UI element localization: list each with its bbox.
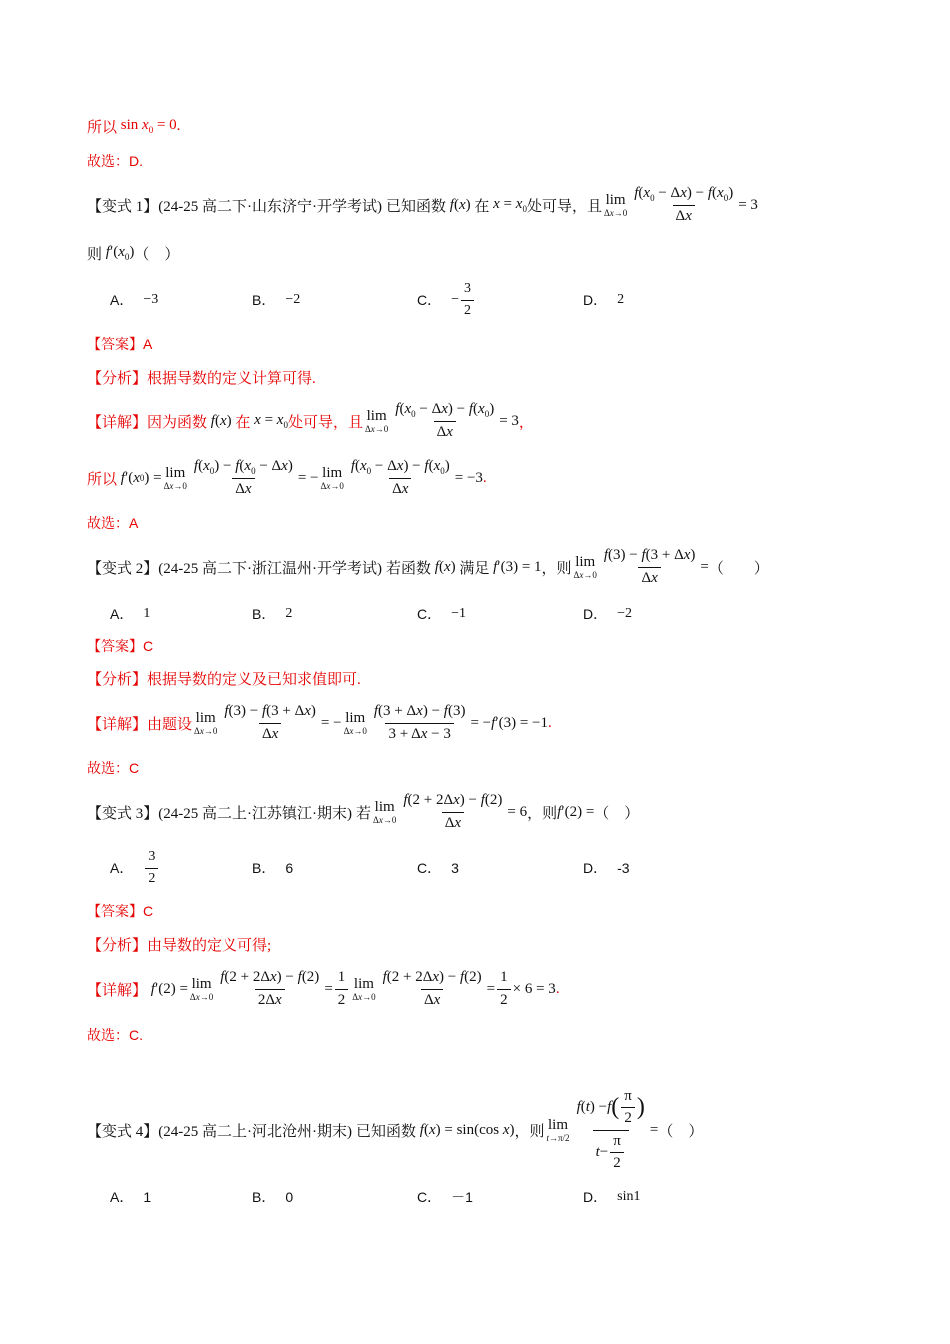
formula-v3-limit: lim Δx→0 $\frac{f(2 + 2\Delta x) - f(2)}{\Delta x}$ = 6 [373,792,528,831]
v1-detail-d: ， [518,414,534,431]
v2-text-e: （ ） [708,560,769,577]
analysis-text: 根据导数的定义及已知求值即可. [147,671,361,688]
v3-source: (24-25 高二上·江苏镇江·期末) [158,805,352,822]
v1-text-a: 已知函数 [386,198,447,215]
conclusion-suffix: . [176,117,181,134]
v1-options [110,280,710,320]
v2-options [110,594,710,634]
option-label: C． [417,1189,442,1205]
formula-fprime-x0: $f'(x_0)$ [105,244,135,262]
option-value: 2 [285,606,293,621]
formula-x-eq-x0: $x = x_0$ [493,196,527,214]
v2-final: 故选：C [87,760,140,776]
v1-option-b[interactable] [252,280,300,320]
conclusion-prefix: 所以 [87,119,118,136]
formula-v1-derivation: f ′( x 0 ) = lim Δx→0 $\frac{f(x_0) - f(x_0 - \Delta x)}{\Delta x}$ = − lim Δx→0 $\frac{f(x_0 - \Delta x) - f(x_0)}{\Delta x}$ = −3 [120,457,483,498]
formula-v3-derivation: f ′(2) = lim Δx→0 $\frac{f(2 + 2\Delta x) - f(2)}{2\Delta x}$ = $\frac{1}{2}$ lim Δx→0 $\frac{f(2 + 2\Delta x) - f(2)}{\Delta x}$ = $\frac{1}{2}$ × 6 = 3 [150,969,556,1008]
v3-option-c[interactable] [417,848,459,888]
v4-source: (24-25 高二上·河北沧州·期末) [158,1123,352,1140]
v4-text-c: ，则 [514,1123,545,1140]
formula-v2-derivation: lim Δx→0 $\frac{f(3) - f(3 + \Delta x)}{\Delta x}$ = − lim Δx→0 $\frac{f(3 + \Delta x) - f(3)}{3 + \Delta x - 3}$ = − f ′(3) = −1 [194,703,549,742]
v1-text-b: 在 [474,198,490,215]
option-label: A． [110,1189,134,1205]
v2-detail-a: 由题设 [147,716,193,733]
option-label: A． [110,292,134,308]
v1-detail2-prefix: 所以 [87,471,118,488]
v3-tag: 【变式 3】 [87,805,159,822]
detail-tag: 【详解】 [87,716,148,733]
formula-fprime3-eq-1: f′(3) = 1 [493,558,542,575]
option-value: sin1 [617,1189,641,1204]
v4-option-a[interactable] [110,1177,151,1217]
v3-text-c: ，则 [527,805,558,822]
v3-answer: 【答案】C [87,903,154,919]
v3-option-a[interactable] [110,848,160,888]
v2-answer: 【答案】C [87,638,154,654]
v2-text-b: 满足 [459,560,490,577]
v2-analysis [87,667,361,689]
v1-answer: 【答案】A [87,336,153,352]
v3-question [87,790,639,834]
v3-options [110,848,710,888]
v1-analysis [87,366,316,388]
formula-x-eq-x0: $x = x_0$ [254,412,288,430]
v1-detail-line2: 所以 f ′( x 0 ) = lim Δx→0 $\frac{f(x_0) - f(x_0 - \Delta x)}{\Delta x}$ = − lim Δx→0 $\frac{f(x_0 - \Delta x) - f(x_0)}{\Delta x}$ = −3 . [87,457,487,498]
v1-detail-a: 因为函数 [147,414,208,431]
option-label: D． [583,606,608,622]
option-value: 6 [285,860,294,876]
v2-source: (24-25 高二下·浙江温州·开学考试) [158,560,382,577]
v4-text-a: 已知函数 [356,1123,417,1140]
formula-v1-detail-limit: lim Δx→0 $\frac{f(x_0 - \Delta x) - f(x_0)}{\Delta x}$ = 3 [364,400,519,441]
v3-text-e: （ ） [594,805,640,822]
conclusion-line [87,114,180,138]
analysis-tag: 【分析】 [87,370,148,387]
v1-final: 故选：A [87,515,139,531]
analysis-tag: 【分析】 [87,671,148,688]
v1-detail-c: 处可导，且 [287,414,363,431]
option-label: B． [252,292,276,308]
formula-sin-x0: $\sin x_0 = 0$ [117,117,177,135]
option-label: B． [252,1189,276,1205]
v4-options [110,1177,710,1217]
option-label: C． [417,860,442,876]
v3-option-d[interactable] [583,848,630,888]
option-value: 2 [617,292,625,307]
v1-option-a[interactable] [110,280,158,320]
v2-option-a[interactable] [110,594,150,634]
v2-option-d[interactable] [583,594,632,634]
answer-line-d: 故选：D. [87,153,143,169]
analysis-tag: 【分析】 [87,937,148,954]
formula-fx-sin-cos: f(x) = sin(cos x) [419,1121,515,1138]
option-label: C． [417,606,442,622]
option-label: B． [252,606,276,622]
v2-tag: 【变式 2】 [87,560,159,577]
v1-text-d: 则 [87,246,103,263]
v1-option-d[interactable] [583,280,624,320]
v1-detail-b: 在 [235,414,251,431]
option-value-3-over-2: $\frac{3}{2}$ [143,849,160,886]
v4-tag: 【变式 4】 [87,1123,159,1140]
option-value: －1 [451,1189,473,1205]
detail-tag: 【详解】 [87,414,148,431]
v1-source: (24-25 高二下·山东济宁·开学考试) [158,198,382,215]
formula-fx: f(x) [434,558,460,575]
v2-text-c: ，则 [541,560,572,577]
v1-question [87,184,758,226]
option-label: D． [583,860,608,876]
formula-v2-limit: lim Δx→0 $\frac{f(3) - f(3 + \Delta x)}{\Delta x}$ = [573,547,709,586]
v2-option-c[interactable] [417,594,466,634]
v1-tag: 【变式 1】 [87,198,159,215]
option-label: D． [583,292,608,308]
v1-text-c: 处可导，且 [526,198,602,215]
v3-text-a: 若 [356,805,372,822]
formula-fx: f(x) [210,412,236,429]
v3-option-b[interactable] [252,848,293,888]
detail-tag: 【详解】 [87,982,148,999]
option-value: -3 [617,860,630,876]
formula-v1-limit: lim Δx→0 $\frac{f(x_0 - \Delta x) - f(x_0)}{\Delta x}$ = 3 [603,184,758,225]
option-value: 3 [451,860,459,876]
v2-text-a: 若函数 [386,560,432,577]
option-label: D． [583,1189,608,1205]
option-value: 0 [285,1189,294,1205]
option-value-neg-3-over-2: − $\frac{3}{2}$ [451,281,476,318]
v1-option-c[interactable] [417,280,476,320]
v3-detail: 【详解】 f ′(2) = lim Δx→0 $\frac{f(2 + 2\Delta x) - f(2)}{2\Delta x}$ = $\frac{1}{2}$ lim Δx→0 $\frac{f(2 + 2\Delta x) - f(2)}{\Delta x}$ = $\frac{1}{2}$ × 6 = 3 . [87,969,560,1008]
v4-question [87,1088,703,1172]
v1-text-e: （ ） [134,246,180,263]
v4-text-e: （ ） [658,1123,704,1140]
option-label: B． [252,860,276,876]
v2-question [87,545,769,589]
v4-option-b[interactable] [252,1177,293,1217]
option-value: −3 [143,292,159,307]
v2-detail: 【详解】 由题设 lim Δx→0 $\frac{f(3) - f(3 + \Delta x)}{\Delta x}$ = − lim Δx→0 $\frac{f(3 + \Delta x) - f(3)}{3 + \Delta x - 3}$ = − f ′(3) = −1 . [87,703,552,742]
v3-final: 故选：C. [87,1027,143,1043]
option-value: −2 [617,606,633,621]
v1-question-line2 [87,238,179,268]
analysis-text: 由导数的定义可得; [147,937,272,954]
option-value: 1 [143,606,151,621]
option-label: C． [417,292,442,308]
formula-v4-limit: lim t→π/2 f ( t ) − f ( $\frac{\pi}{2}$ ) t − $\frac{\pi}{2}$ = [546,1088,659,1171]
option-value: −2 [285,292,301,307]
v3-analysis [87,933,271,955]
analysis-text: 根据导数的定义计算可得. [147,370,316,387]
option-value: −1 [451,606,467,621]
v4-option-c[interactable] [417,1177,473,1217]
formula-fx: f(x) [449,196,475,213]
option-value: 1 [143,1189,152,1205]
v1-detail [87,400,534,442]
formula-fprime2: f′(2) = [557,803,595,820]
option-label: A． [110,860,134,876]
v2-option-b[interactable] [252,594,292,634]
option-label: A． [110,606,134,622]
v4-option-d[interactable] [583,1177,640,1217]
